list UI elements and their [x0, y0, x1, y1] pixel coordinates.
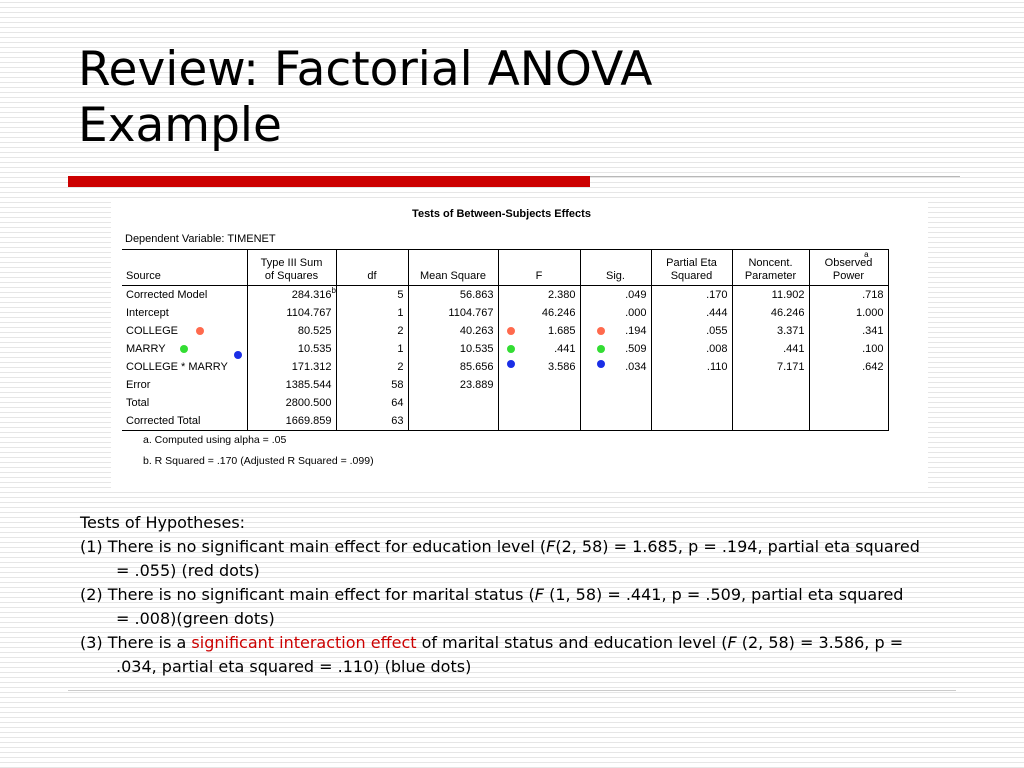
table-row — [122, 376, 888, 394]
table-cell: 5 — [336, 286, 408, 305]
table-cell — [809, 412, 888, 431]
table-cell: Intercept — [126, 306, 169, 319]
table-cell: 7.171 — [732, 358, 809, 376]
table-cell: 3.586 — [498, 358, 580, 376]
highlight-interaction-text: significant interaction effect — [191, 633, 417, 652]
table-cell: Error — [126, 378, 151, 391]
table-cell: 23.889 — [408, 376, 498, 394]
table-cell: 1385.544 — [247, 376, 336, 394]
table-cell: 1 — [336, 340, 408, 358]
table-cell: .441 — [732, 340, 809, 358]
table-cell: 64 — [336, 394, 408, 412]
table-cell: COLLEGE — [122, 322, 247, 340]
table-cell — [408, 394, 498, 412]
hypotheses-heading: Tests of Hypotheses: — [80, 513, 246, 532]
table-cell: .718 — [809, 286, 888, 305]
table-cell: 63 — [336, 412, 408, 431]
table-row — [122, 394, 888, 412]
table-cell: 46.246 — [498, 304, 580, 322]
table-cell — [498, 394, 580, 412]
table-row — [122, 286, 888, 305]
header-f: F — [498, 250, 580, 286]
table-cell: .341 — [809, 322, 888, 340]
table-row — [122, 358, 888, 376]
table-cell: 2 — [336, 358, 408, 376]
table-cell: 10.535 — [247, 340, 336, 358]
table-cell: 2.380 — [498, 286, 580, 305]
green-dot-icon — [597, 345, 605, 353]
footnote-b: b. R Squared = .170 (Adjusted R Squared = .099) — [143, 455, 374, 467]
table-cell: .008 — [651, 340, 732, 358]
table-cell: .049 — [580, 286, 651, 305]
header-sum-of-squares: Type III Sum of Squares — [247, 250, 336, 286]
footer-divider-line — [68, 690, 956, 691]
table-cell: 1669.859 — [247, 412, 336, 431]
table-cell: .444 — [651, 304, 732, 322]
table-cell: 85.656 — [408, 358, 498, 376]
blue-dot-icon — [597, 360, 605, 368]
table-cell — [580, 412, 651, 431]
table-cell: 58 — [336, 376, 408, 394]
table-row — [122, 304, 888, 322]
footnote-a: a. Computed using alpha = .05 — [143, 434, 287, 446]
blue-dot-icon — [507, 360, 515, 368]
table-cell — [732, 412, 809, 431]
table-cell — [651, 394, 732, 412]
table-cell: 46.246 — [732, 304, 809, 322]
red-dot-icon — [507, 327, 515, 335]
table-cell — [732, 376, 809, 394]
table-cell: .642 — [809, 358, 888, 376]
table-cell: 80.525 — [247, 322, 336, 340]
table-cell — [498, 376, 580, 394]
table-cell: .509 — [580, 340, 651, 358]
hypotheses-text — [80, 511, 920, 679]
table-caption: Tests of Between-Subjects Effects — [412, 208, 591, 220]
title-accent-bar — [68, 176, 590, 187]
table-row — [122, 322, 888, 340]
hypothesis-2: (2) There is no significant main effect for marital status (F (1, 58) = .441, p = .509, partial eta squared = .008)(green dots) — [80, 585, 904, 628]
anova-table — [122, 249, 889, 431]
hypothesis-1: (1) There is no significant main effect for education level (F(2, 58) = 1.685, p = .194, partial eta squared = .055) (red dots) — [80, 537, 920, 580]
table-row — [122, 412, 888, 431]
table-cell: 1.000 — [809, 304, 888, 322]
title-divider-line — [590, 176, 960, 177]
dependent-variable-label: Dependent Variable: TIMENET — [125, 233, 276, 245]
table-cell: .034 — [580, 358, 651, 376]
table-cell — [498, 412, 580, 431]
table-cell: Total — [126, 396, 150, 409]
table-cell: 2 — [336, 322, 408, 340]
header-source: Source — [122, 250, 247, 286]
green-dot-icon — [180, 345, 188, 353]
table-cell — [809, 376, 888, 394]
hypothesis-3: (3) There is a significant interaction effect of marital status and education level (F (2, 58) = 3.586, p = .034, partial eta squared = .110) (blue dots) — [80, 633, 904, 676]
table-cell: 56.863 — [408, 286, 498, 305]
footnote-marker-b: b — [331, 286, 336, 295]
table-cell: .100 — [809, 340, 888, 358]
red-dot-icon — [597, 327, 605, 335]
table-cell: Corrected Model — [126, 288, 208, 301]
table-cell: MARRY — [122, 340, 247, 358]
table-cell: 11.902 — [732, 286, 809, 305]
header-df: df — [336, 250, 408, 286]
table-cell: 10.535 — [408, 340, 498, 358]
table-cell: 1.685 — [498, 322, 580, 340]
green-dot-icon — [507, 345, 515, 353]
header-sig: Sig. — [580, 250, 651, 286]
table-cell: .194 — [580, 322, 651, 340]
table-cell — [732, 394, 809, 412]
table-cell: 3.371 — [732, 322, 809, 340]
header-mean-square: Mean Square — [408, 250, 498, 286]
table-header-row — [122, 250, 888, 286]
table-cell: .000 — [580, 304, 651, 322]
table-cell — [408, 412, 498, 431]
blue-dot-icon — [234, 351, 242, 359]
header-observed-power: Observed Power a — [809, 250, 888, 286]
slide-title: Review: Factorial ANOVA Example — [78, 42, 653, 153]
table-cell: 284.316 b — [247, 286, 336, 305]
header-noncentrality: Noncent. Parameter — [732, 250, 809, 286]
table-cell: COLLEGE * MARRY — [122, 358, 247, 376]
table-cell: 2800.500 — [247, 394, 336, 412]
table-cell — [651, 376, 732, 394]
table-cell: .055 — [651, 322, 732, 340]
table-cell: Corrected Total — [126, 414, 201, 427]
table-cell: .170 — [651, 286, 732, 305]
table-cell: .110 — [651, 358, 732, 376]
table-cell: 1104.767 — [408, 304, 498, 322]
table-cell: 40.263 — [408, 322, 498, 340]
red-dot-icon — [196, 327, 204, 335]
table-cell: 171.312 — [247, 358, 336, 376]
header-partial-eta: Partial Eta Squared — [651, 250, 732, 286]
table-cell: 1 — [336, 304, 408, 322]
table-cell — [580, 376, 651, 394]
table-cell: .441 — [498, 340, 580, 358]
table-cell — [651, 412, 732, 431]
spss-output-image — [111, 198, 928, 492]
footnote-marker-a: a — [864, 250, 869, 259]
table-cell — [580, 394, 651, 412]
table-cell — [809, 394, 888, 412]
table-cell: 1104.767 — [247, 304, 336, 322]
